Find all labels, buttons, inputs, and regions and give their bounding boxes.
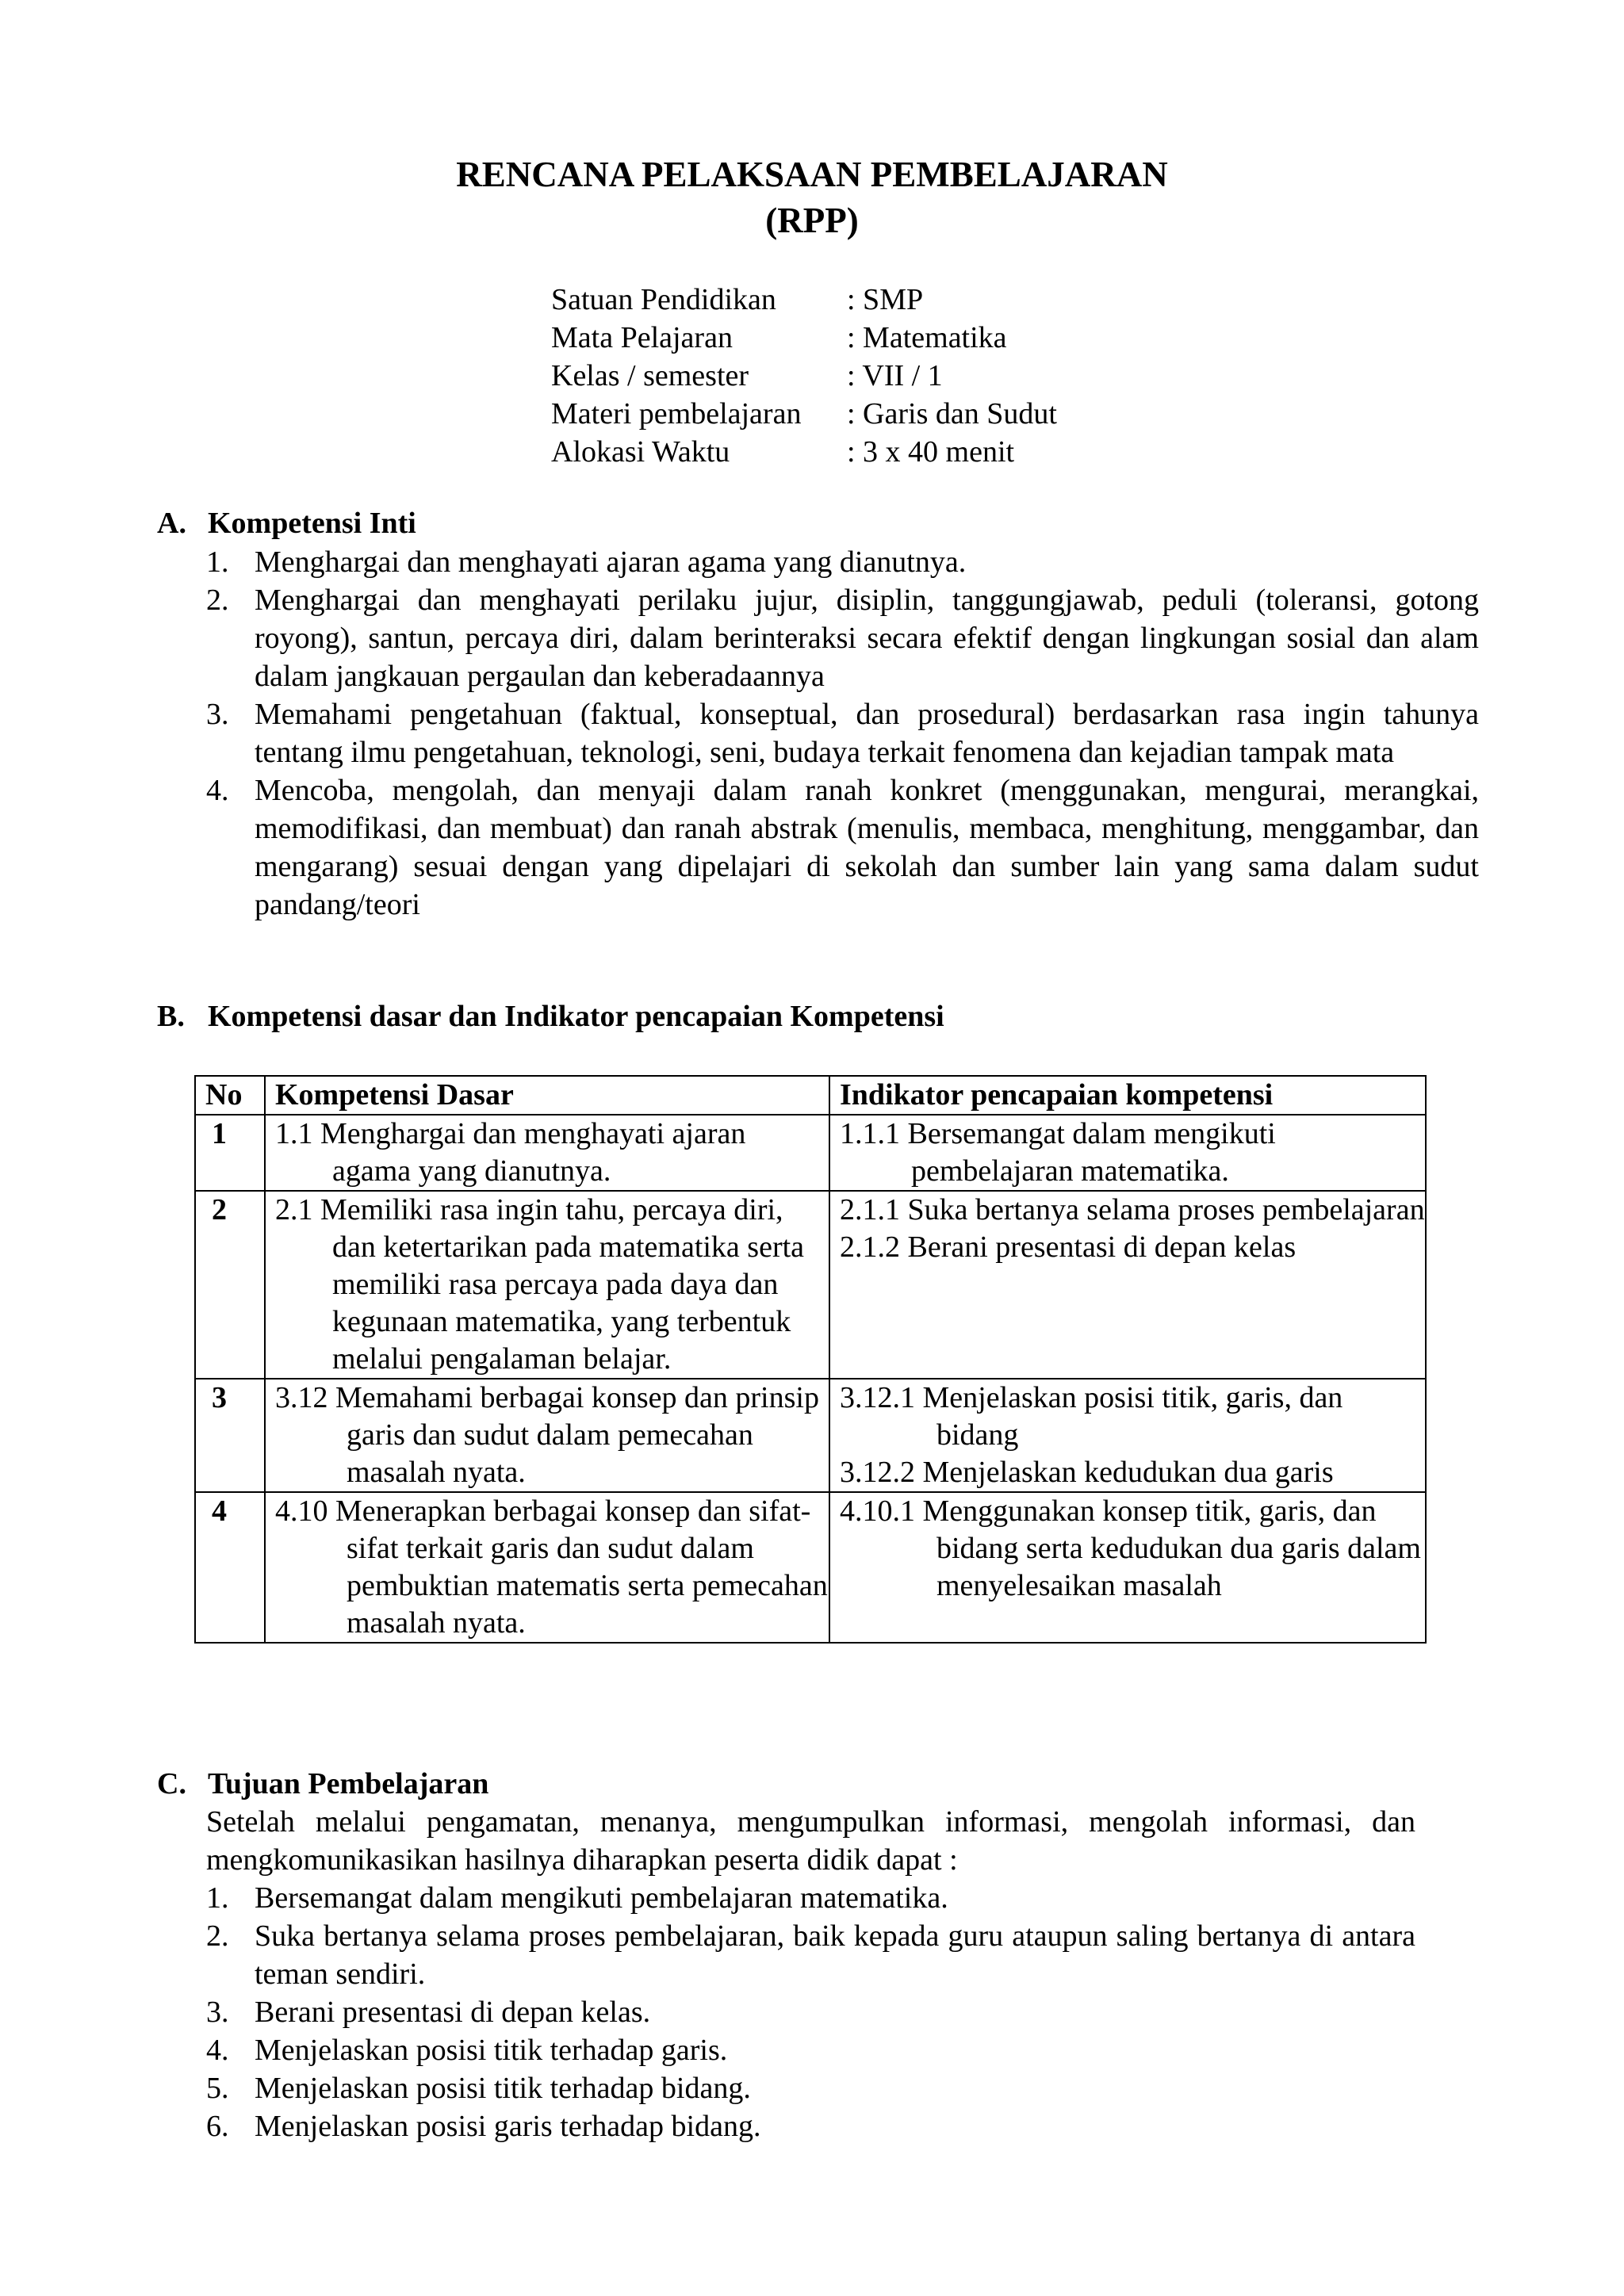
- item-text: Menjelaskan posisi titik terhadap garis.: [255, 2034, 728, 2067]
- meta-value: : Garis dan Sudut: [847, 397, 1057, 430]
- meta-label: Kelas / semester: [551, 359, 749, 392]
- meta-value: : 3 x 40 menit: [847, 435, 1015, 469]
- list-item: [206, 1917, 1415, 1993]
- list-item: [206, 1879, 1415, 1917]
- indicator-text: 2.1.2 Berani presentasi di depan kelas: [840, 1230, 1297, 1264]
- section-b-heading: [157, 997, 944, 1035]
- section-letter: A.: [157, 507, 186, 540]
- tujuan-intro: Setelah melalui pengamatan, menanya, mengumpulkan informasi, mengolah informasi, dan mengkomunikasikan hasilnya diharapkan peserta didik dapat :: [206, 1805, 1415, 1877]
- item-text: Memahami pengetahuan (faktual, konseptual, dan prosedural) berdasarkan rasa ingin tahunya tentang ilmu pengetahuan, teknologi, seni, budaya terkait fenomena dan kejadian tampak mata: [255, 698, 1479, 769]
- cell-indikator: [829, 1191, 1426, 1379]
- cell-kompetensi-dasar: [265, 1492, 829, 1643]
- list-item: [206, 2069, 1415, 2107]
- item-text: Menjelaskan posisi garis terhadap bidang.: [255, 2110, 761, 2143]
- identity-block: [551, 281, 1057, 471]
- table-header-row: [195, 1076, 1426, 1115]
- meta-value: : Matematika: [847, 321, 1007, 354]
- meta-row-alokasi: [551, 433, 1057, 471]
- section-c-heading: [157, 1765, 488, 1803]
- indicator-text: 4.10.1 Menggunakan konsep titik, garis, dan bidang serta kedudukan dua garis dalam menyelesaikan masalah: [840, 1494, 1421, 1602]
- cell-no: 4: [195, 1492, 265, 1643]
- kd-text: 4.10 Menerapkan berbagai konsep dan sifat-sifat terkait garis dan sudut dalam pembuktian matematis serta pemecahan masalah nyata.: [275, 1494, 828, 1640]
- cell-no: 3: [195, 1379, 265, 1492]
- table-row: [195, 1191, 1426, 1379]
- item-number: 2.: [206, 584, 229, 617]
- item-text: Berani presentasi di depan kelas.: [255, 1996, 651, 2029]
- kd-text: 3.12 Memahami berbagai konsep dan prinsip garis dan sudut dalam pemecahan masalah nyata.: [275, 1381, 819, 1489]
- item-number: 5.: [206, 2072, 229, 2105]
- section-letter: B.: [157, 1000, 185, 1033]
- table-row: [195, 1115, 1426, 1191]
- table-row: [195, 1379, 1426, 1492]
- meta-label: Alokasi Waktu: [551, 435, 730, 469]
- meta-label: Satuan Pendidikan: [551, 283, 776, 316]
- list-item: [206, 695, 1479, 771]
- item-number: 3.: [206, 698, 229, 731]
- list-item: [206, 2107, 1415, 2145]
- cell-no: 2: [195, 1191, 265, 1379]
- indicator-text: 3.12.2 Menjelaskan kedudukan dua garis: [840, 1456, 1334, 1489]
- item-number: 6.: [206, 2110, 229, 2143]
- meta-label: Materi pembelajaran: [551, 397, 802, 430]
- meta-value: : VII / 1: [847, 359, 943, 392]
- list-item: [206, 2031, 1415, 2069]
- document-subtitle: (RPP): [765, 201, 859, 240]
- header-kompetensi-dasar: Kompetensi Dasar: [265, 1076, 829, 1115]
- cell-kompetensi-dasar: [265, 1191, 829, 1379]
- item-text: Mencoba, mengolah, dan menyaji dalam ranah konkret (menggunakan, mengurai, merangkai, memodifikasi, dan membuat) dan ranah abstrak (menulis, membaca, menghitung, menggambar, dan mengarang) sesuai dengan yang dipelajari di sekolah dan sumber lain yang sama dalam sudut pandang/teori: [255, 774, 1479, 921]
- cell-indikator: [829, 1115, 1426, 1191]
- section-letter: C.: [157, 1767, 186, 1800]
- kompetensi-inti-list: [206, 543, 1479, 924]
- header-indikator: Indikator pencapaian kompetensi: [829, 1076, 1426, 1115]
- item-number: 2.: [206, 1919, 229, 1953]
- list-item: [206, 543, 1479, 581]
- item-number: 1.: [206, 1881, 229, 1915]
- item-text: Menjelaskan posisi titik terhadap bidang.: [255, 2072, 751, 2105]
- tujuan-list: [206, 1879, 1415, 2145]
- section-title: Kompetensi dasar dan Indikator pencapaian Kompetensi: [208, 1000, 944, 1033]
- indicator-text: 1.1.1 Bersemangat dalam mengikuti pembelajaran matematika.: [840, 1117, 1276, 1188]
- meta-row-satuan: [551, 281, 1057, 319]
- kd-text: 1.1 Menghargai dan menghayati ajaran agama yang dianutnya.: [275, 1117, 746, 1188]
- kd-text: 2.1 Memiliki rasa ingin tahu, percaya diri, dan ketertarikan pada matematika serta memiliki rasa percaya pada daya dan kegunaan matematika, yang terbentuk melalui pengalaman belajar.: [275, 1193, 805, 1376]
- meta-row-mapel: [551, 319, 1057, 357]
- cell-indikator: [829, 1379, 1426, 1492]
- section-title: Kompetensi Inti: [208, 507, 416, 540]
- section-title: Tujuan Pembelajaran: [208, 1767, 489, 1800]
- item-text: Suka bertanya selama proses pembelajaran, baik kepada guru ataupun saling bertanya di antara teman sendiri.: [255, 1919, 1415, 1991]
- item-number: 1.: [206, 545, 229, 579]
- indicator-text: 2.1.1 Suka bertanya selama proses pembelajaran: [840, 1193, 1425, 1226]
- item-text: Menghargai dan menghayati ajaran agama yang dianutnya.: [255, 545, 967, 579]
- cell-kompetensi-dasar: [265, 1115, 829, 1191]
- list-item: [206, 771, 1479, 924]
- cell-kompetensi-dasar: [265, 1379, 829, 1492]
- item-number: 4.: [206, 774, 229, 807]
- meta-value: : SMP: [847, 283, 924, 316]
- section-a-heading: [157, 504, 416, 542]
- list-item: [206, 581, 1479, 695]
- document-title: RENCANA PELAKSAAN PEMBELAJARAN: [456, 155, 1168, 194]
- meta-row-materi: [551, 395, 1057, 433]
- meta-row-kelas: [551, 357, 1057, 395]
- item-number: 3.: [206, 1996, 229, 2029]
- item-number: 4.: [206, 2034, 229, 2067]
- competency-table: [194, 1075, 1427, 1644]
- list-item: [206, 1993, 1415, 2031]
- meta-label: Mata Pelajaran: [551, 321, 733, 354]
- table-row: [195, 1492, 1426, 1643]
- item-text: Bersemangat dalam mengikuti pembelajaran matematika.: [255, 1881, 948, 1915]
- item-text: Menghargai dan menghayati perilaku jujur, disiplin, tanggungjawab, peduli (toleransi, gotong royong), santun, percaya diri, dalam berinteraksi secara efektif dengan lingkungan sosial dan alam dalam jangkauan pergaulan dan keberadaannya: [255, 584, 1479, 693]
- header-no: No: [195, 1076, 265, 1115]
- cell-indikator: [829, 1492, 1426, 1643]
- cell-no: 1: [195, 1115, 265, 1191]
- indicator-text: 3.12.1 Menjelaskan posisi titik, garis, dan bidang: [840, 1381, 1343, 1452]
